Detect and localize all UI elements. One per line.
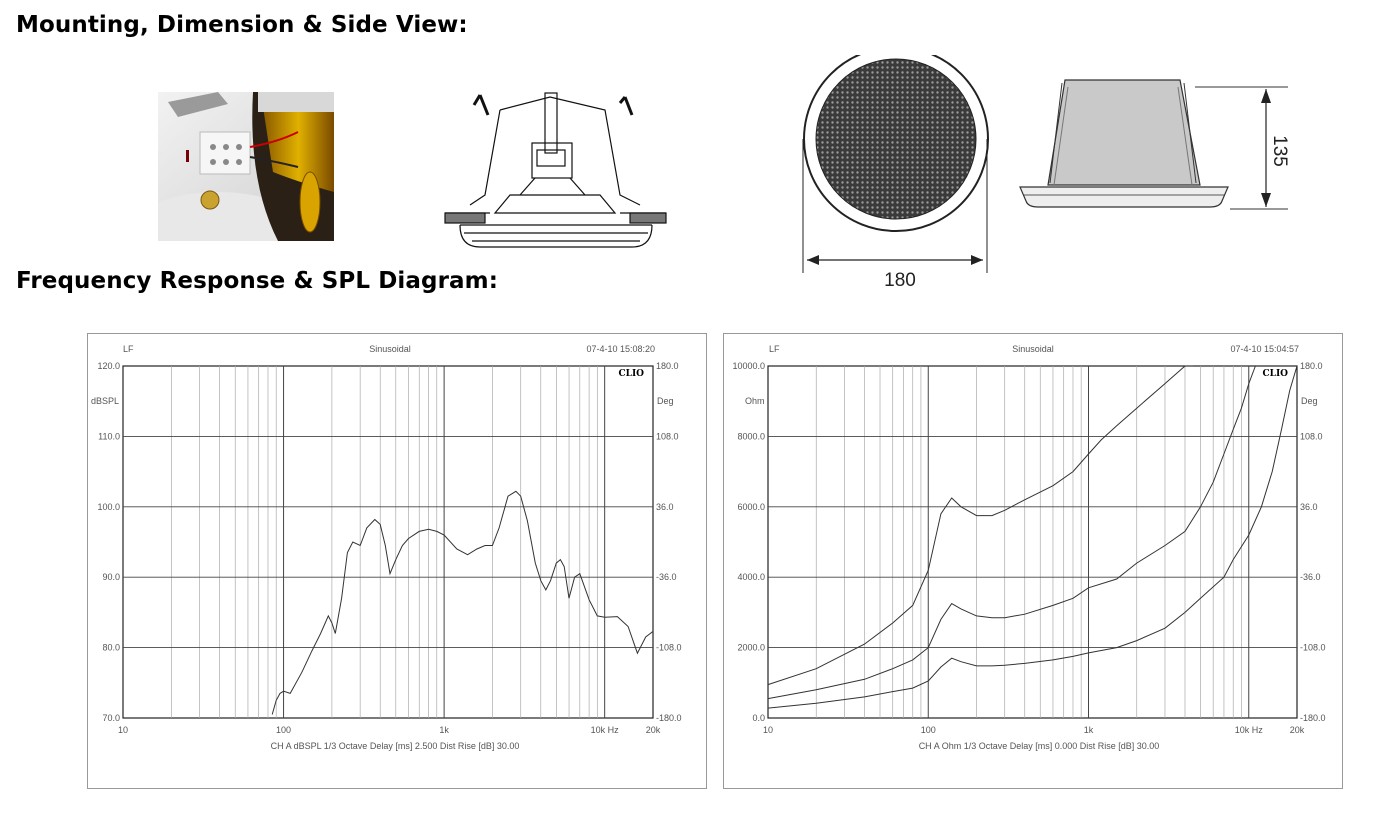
- chart-header-right: 07-4-10 15:08:20: [586, 344, 655, 354]
- y-right-tick-label: 180.0: [1300, 361, 1323, 371]
- x-tick-label: 20k: [645, 725, 661, 735]
- x-tick-label: 10: [762, 725, 774, 735]
- x-tick-label: 100: [276, 725, 292, 735]
- y-right-tick-label: 180.0: [656, 361, 679, 371]
- x-tick-label: 1k: [439, 725, 449, 735]
- chart-header-left: LF: [769, 344, 780, 354]
- mounting-drawing: [440, 85, 672, 253]
- y-right-tick-label: -36.0: [1300, 572, 1321, 583]
- frequency-heading: Frequency Response & SPL Diagram:: [16, 268, 498, 294]
- impedance-chart: [723, 333, 1343, 789]
- y-tick-label: 4000.0: [737, 572, 765, 583]
- x-tick-label: 10k Hz: [590, 725, 619, 735]
- chart-header-center: Sinusoidal: [369, 344, 411, 354]
- y-right-tick-label: -36.0: [656, 572, 677, 583]
- y-tick-label: 110.0: [98, 431, 120, 442]
- y-unit-label: Ohm: [745, 396, 765, 406]
- front-view-drawing: [795, 55, 1005, 290]
- y-tick-label: 8000.0: [737, 431, 765, 442]
- y-right-tick-label: -108.0: [1300, 642, 1326, 653]
- y-right-tick-label: 36.0: [1300, 501, 1318, 512]
- y-unit-label: dBSPL: [91, 396, 120, 406]
- y-tick-label: 10000.0: [732, 361, 765, 371]
- y-tick-label: 120.0: [97, 361, 120, 371]
- x-tick-label: 20k: [1289, 725, 1305, 735]
- y-tick-label: 100.0: [97, 501, 120, 512]
- side-view-drawing: [1010, 75, 1300, 220]
- y-right-tick-label: 36.0: [656, 501, 674, 512]
- y-tick-label: 6000.0: [737, 501, 765, 512]
- y-right-tick-label: 108.0: [656, 431, 679, 442]
- chart-header-center: Sinusoidal: [1012, 344, 1054, 354]
- y-tick-label: 0.0: [752, 713, 765, 723]
- x-tick-label: 10: [117, 725, 129, 735]
- chart-footer: CH A dBSPL 1/3 Octave Delay [ms] 2.500 Dist Rise [dB] 30.00: [270, 741, 520, 751]
- x-tick-label: 100: [920, 725, 936, 735]
- chart-header-left: LF: [123, 344, 134, 354]
- y-right-unit-label: Deg: [1301, 396, 1318, 406]
- width-dimension: 180: [884, 270, 916, 290]
- frequency-response-chart: [87, 333, 707, 789]
- y-tick-label: 80.0: [102, 642, 120, 653]
- x-tick-label: 1k: [1083, 725, 1094, 735]
- height-dimension: 135: [1269, 135, 1290, 167]
- y-right-tick-label: -180.0: [656, 713, 682, 723]
- clio-logo: CLIO: [1262, 369, 1288, 379]
- y-right-tick-label: -108.0: [656, 642, 682, 653]
- mounting-heading: Mounting, Dimension & Side View:: [16, 12, 468, 38]
- y-tick-label: 90.0: [102, 572, 120, 583]
- clio-logo: CLIO: [618, 369, 644, 379]
- x-tick-label: 10k Hz: [1234, 725, 1263, 735]
- speaker-terminal-photo: [158, 92, 334, 241]
- y-tick-label: 2000.0: [737, 642, 765, 653]
- y-right-unit-label: Deg: [657, 396, 674, 406]
- y-right-tick-label: -180.0: [1300, 713, 1326, 723]
- chart-footer: CH A Ohm 1/3 Octave Delay [ms] 0.000 Dist Rise [dB] 30.00: [918, 741, 1160, 751]
- y-right-tick-label: 108.0: [1300, 431, 1323, 442]
- y-tick-label: 70.0: [102, 713, 120, 723]
- chart-header-right: 07-4-10 15:04:57: [1230, 344, 1299, 354]
